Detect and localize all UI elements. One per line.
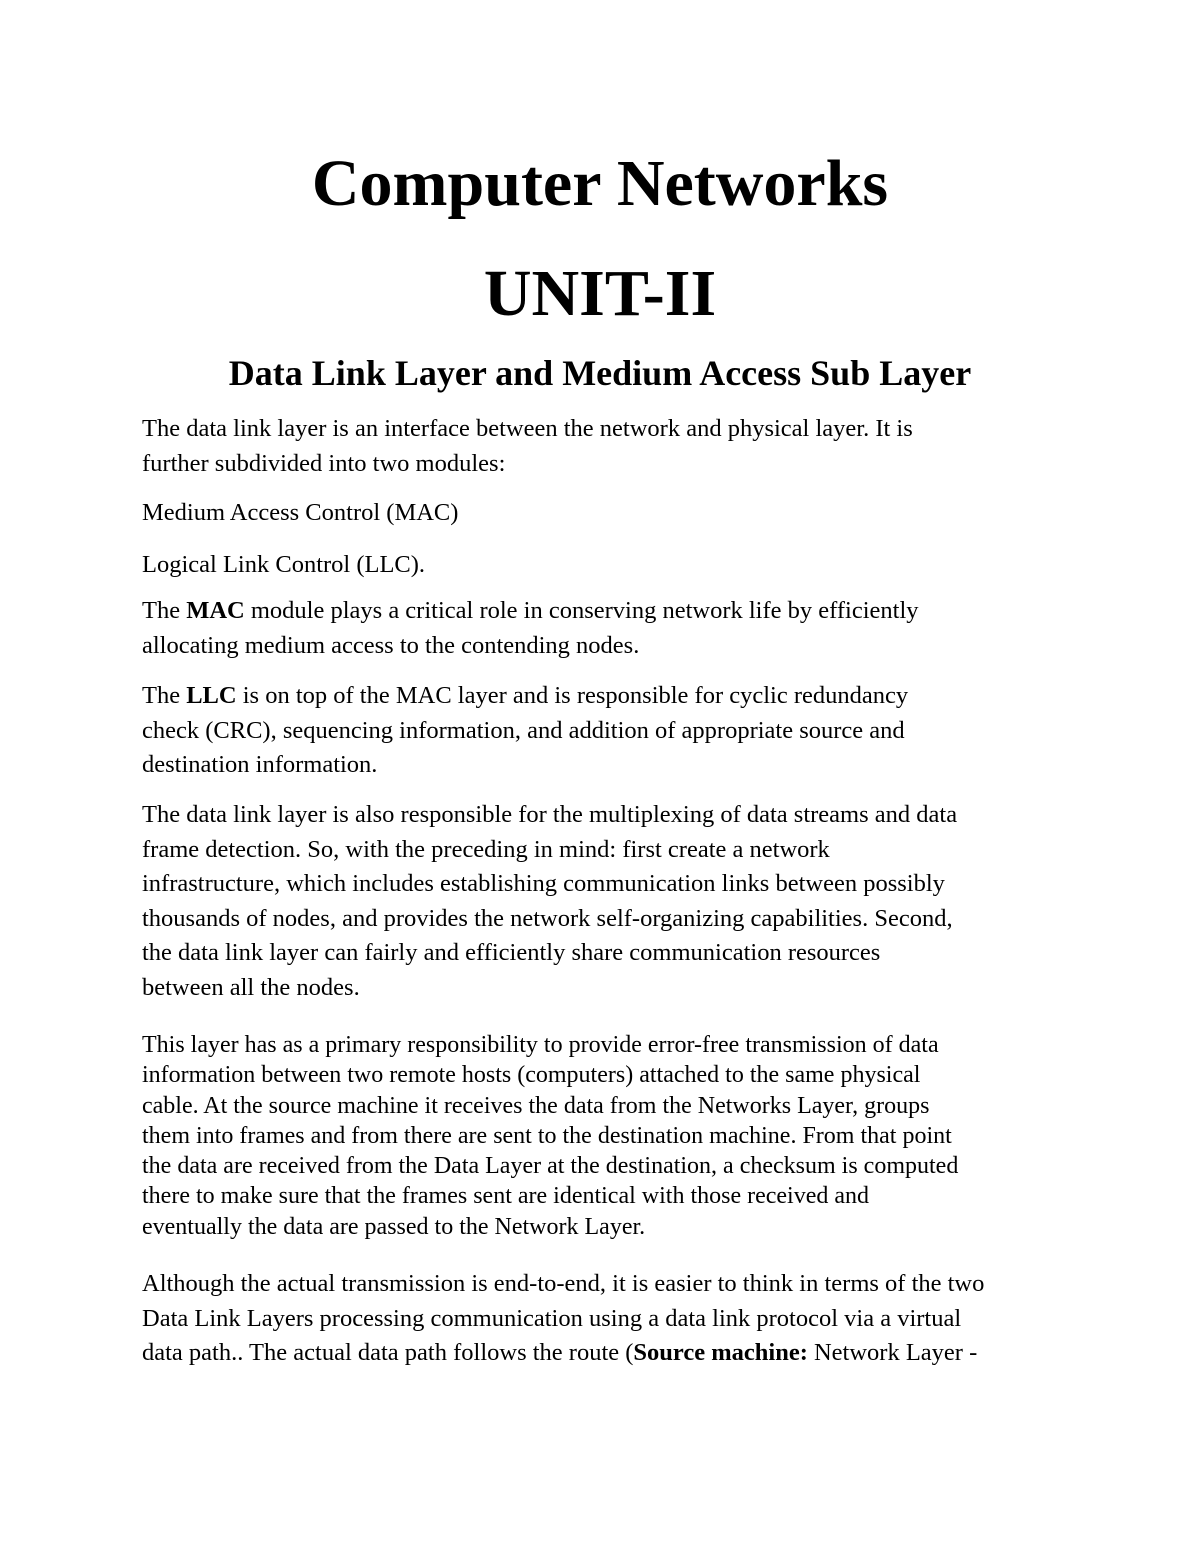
mac-term: MAC <box>186 597 245 624</box>
intro-line: The data link layer is an interface between the network and physical layer. It is <box>142 415 913 442</box>
source-machine-term: Source machine: <box>633 1339 808 1366</box>
module-item-mac: Medium Access Control (MAC) <box>142 499 459 526</box>
mac-paragraph: The MAC module plays a critical role in conserving network life by efficiently allocating medium access to the contending nodes. <box>142 597 919 659</box>
transmission-paragraph: This layer has as a primary responsibility to provide error-free transmission of data information between two remote hosts (computers) attached to the same physical cable. At the source machine it receives the data from the Networks Layer, groups them into frames and from there are sent to the destination machine. From that point the data are received from the Data Layer at the destination, a checksum is computed there to make sure that the frames sent are identical with those received and eventually the data are passed to the Network Layer. <box>142 1032 959 1240</box>
intro-paragraph <box>142 412 1062 481</box>
document-title: Computer Networks <box>311 147 889 220</box>
llc-term: LLC <box>186 682 237 709</box>
unit-heading: UNIT-II <box>483 257 717 330</box>
module-item-llc: Logical Link Control (LLC). <box>142 551 426 578</box>
section-heading: Data Link Layer and Medium Access Sub Layer <box>228 353 972 393</box>
responsibility-paragraph: The data link layer is also responsible for the multiplexing of data streams and data frame detection. So, with the preceding in mind: first create a network infrastructure, which includes establishing communication links between possibly thousands of nodes, and provides the network self-organizing capabilities. Second, the data link layer can fairly and efficiently share communication resources between all the nodes. <box>142 801 958 1001</box>
data-path-paragraph: Although the actual transmission is end-to-end, it is easier to think in terms of the two Data Link Layers processing communication using a data link protocol via a virtual data path.. The actual data path follows the route (Source machine: Network Layer - <box>142 1270 985 1366</box>
intro-line: further subdivided into two modules: <box>142 449 506 477</box>
llc-paragraph: The LLC is on top of the MAC layer and is responsible for cyclic redundancy check (CRC), sequencing information, and addition of appropriate source and destination information. <box>142 682 909 778</box>
